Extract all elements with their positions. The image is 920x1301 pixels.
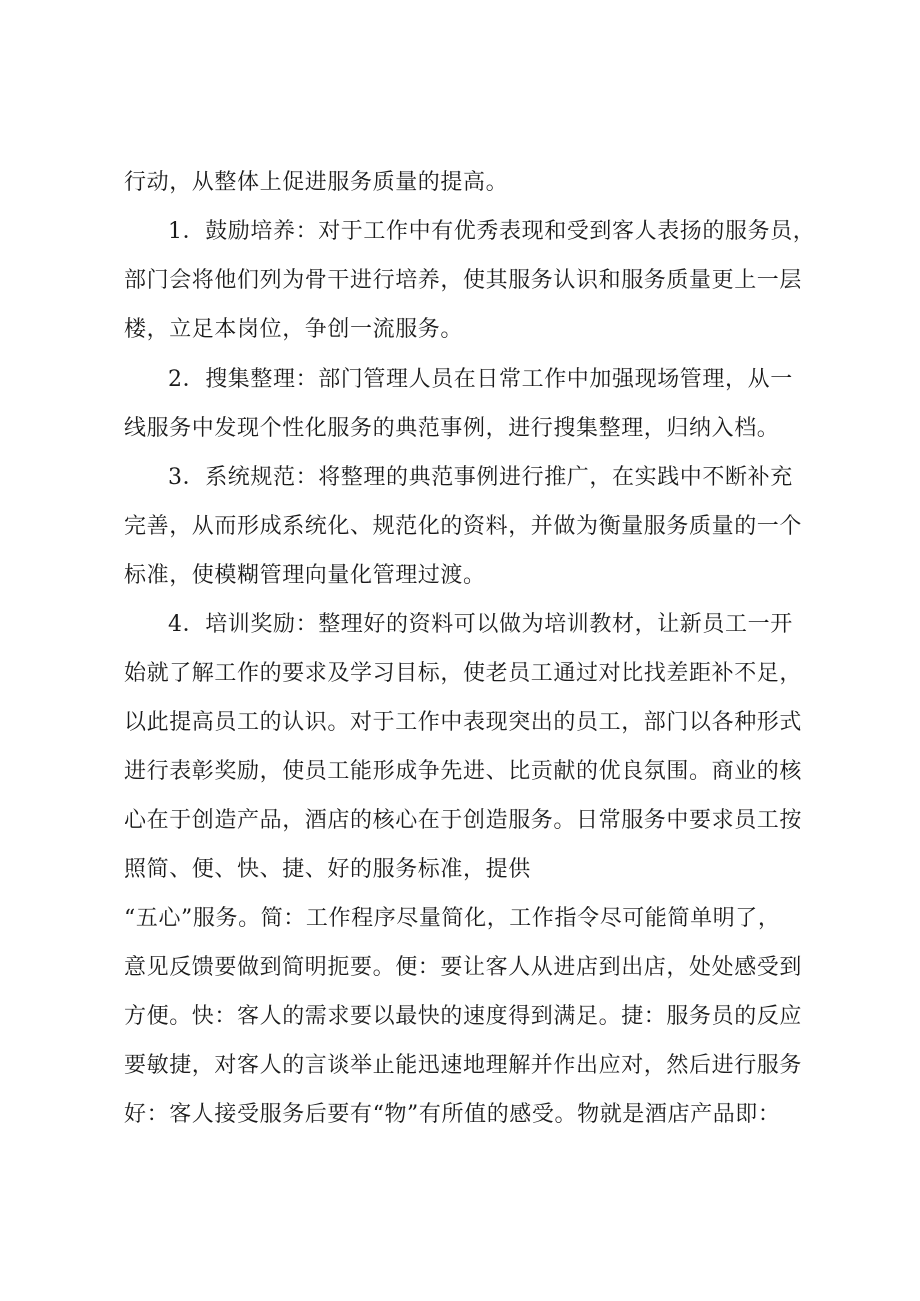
paragraph-line-18: 方便。快：客人的需求要以最快的速度得到满足。捷：服务员的反应 [124, 1004, 803, 1029]
paragraph-line-19: 要敏捷，对客人的言谈举止能迅速地理解并作出应对，然后进行服务 [124, 1053, 803, 1078]
paragraph-line-16: “五心”服务。简：工作程序尽量简化，工作指令尽可能简单明了， [124, 906, 781, 931]
paragraph-line-2: 1．鼓励培养：对于工作中有优秀表现和受到客人表扬的服务员， [168, 219, 816, 244]
paragraph-line-11: 始就了解工作的要求及学习目标，使老员工通过对比找差距补不足， [124, 661, 803, 686]
paragraph-line-13: 进行表彰奖励，使员工能形成争先进、比贡献的优良氛围。商业的核 [124, 759, 803, 784]
paragraph-line-8: 完善，从而形成系统化、规范化的资料，并做为衡量服务质量的一个 [124, 514, 803, 539]
paragraph-line-12: 以此提高员工的认识。对于工作中表现突出的员工，部门以各种形式 [124, 710, 803, 735]
paragraph-line-20: 好：客人接受服务后要有“物”有所值的感受。物就是酒店产品即： [124, 1102, 781, 1127]
paragraph-line-9: 标准，使模糊管理向量化管理过渡。 [124, 563, 486, 588]
paragraph-line-1: 行动，从整体上促进服务质量的提高。 [124, 170, 509, 195]
paragraph-line-15: 照简、便、快、捷、好的服务标准，提供 [124, 857, 531, 882]
paragraph-line-5: 2．搜集整理：部门管理人员在日常工作中加强现场管理，从一 [168, 367, 793, 392]
paragraph-line-7: 3．系统规范：将整理的典范事例进行推广，在实践中不断补充 [168, 465, 793, 490]
paragraph-line-6: 线服务中发现个性化服务的典范事例，进行搜集整理，归纳入档。 [124, 416, 780, 441]
paragraph-line-17: 意见反馈要做到简明扼要。便：要让客人从进店到出店，处处感受到 [124, 955, 803, 980]
paragraph-line-10: 4．培训奖励：整理好的资料可以做为培训教材，让新员工一开 [168, 612, 793, 637]
paragraph-line-14: 心在于创造产品，酒店的核心在于创造服务。日常服务中要求员工按 [124, 808, 803, 833]
paragraph-line-3: 部门会将他们列为骨干进行培养，使其服务认识和服务质量更上一层 [124, 268, 803, 293]
paragraph-line-4: 楼，立足本岗位，争创一流服务。 [124, 317, 464, 342]
